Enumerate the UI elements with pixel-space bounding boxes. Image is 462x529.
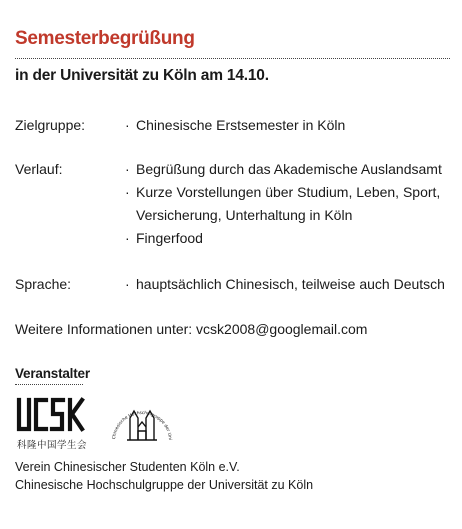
organizer-heading: Veranstalter <box>15 366 90 381</box>
list-item <box>125 158 442 181</box>
verlauf-list <box>125 158 442 250</box>
event-subtitle: in der Universität zu Köln am 14.10. <box>15 67 269 84</box>
hochschulgruppe-logo-text: Chinesische Hochschulgruppe der Uni <box>112 410 172 441</box>
zielgruppe-list <box>125 114 345 137</box>
list-item-text: Begrüßung durch das Akademische Auslandsamt <box>136 161 442 177</box>
list-item <box>125 227 442 250</box>
list-item-text: Chinesische Erstsemester in Köln <box>136 117 346 133</box>
list-item-continuation <box>125 204 442 227</box>
bullet-icon: · <box>125 117 130 133</box>
list-item-text: hauptsächlich Chinesisch, teilweise auch Deutsch <box>136 276 445 292</box>
bullet-icon: · <box>125 276 130 292</box>
list-item-text: Fingerfood <box>136 230 203 246</box>
bullet-icon: · <box>125 230 130 246</box>
sprache-label: Sprache: <box>15 276 72 292</box>
list-item <box>125 114 345 137</box>
sprache-list <box>125 273 445 296</box>
hochschulgruppe-logo-icon <box>107 391 177 451</box>
organizer-line-hochschulgruppe: Chinesische Hochschulgruppe der Universität zu Köln <box>15 478 314 492</box>
list-item <box>125 273 445 296</box>
page-title: Semesterbegrüßung <box>15 28 195 49</box>
bullet-icon: · <box>125 161 130 177</box>
list-item-text: Kurze Vorstellungen über Studium, Leben, Sport, <box>136 184 441 200</box>
verlauf-label: Verlauf: <box>15 161 63 177</box>
organizer-divider <box>15 384 83 385</box>
vcsk-logo-caption: 科隆中国学生会 <box>17 440 88 451</box>
organizer-line-vcsk: Verein Chinesischer Studenten Köln e.V. <box>15 460 240 474</box>
list-item <box>125 181 442 204</box>
zielgruppe-label: Zielgruppe: <box>15 117 86 133</box>
svg-text:Chinesische Hochschulgruppe de <box>107 391 173 440</box>
contact-info: Weitere Informationen unter: vcsk2008@googlemail.com <box>15 321 368 337</box>
bullet-icon: · <box>125 184 130 200</box>
title-divider <box>15 58 450 59</box>
organizer-names <box>15 458 313 494</box>
list-item-text: Versicherung, Unterhaltung in Köln <box>136 207 353 223</box>
